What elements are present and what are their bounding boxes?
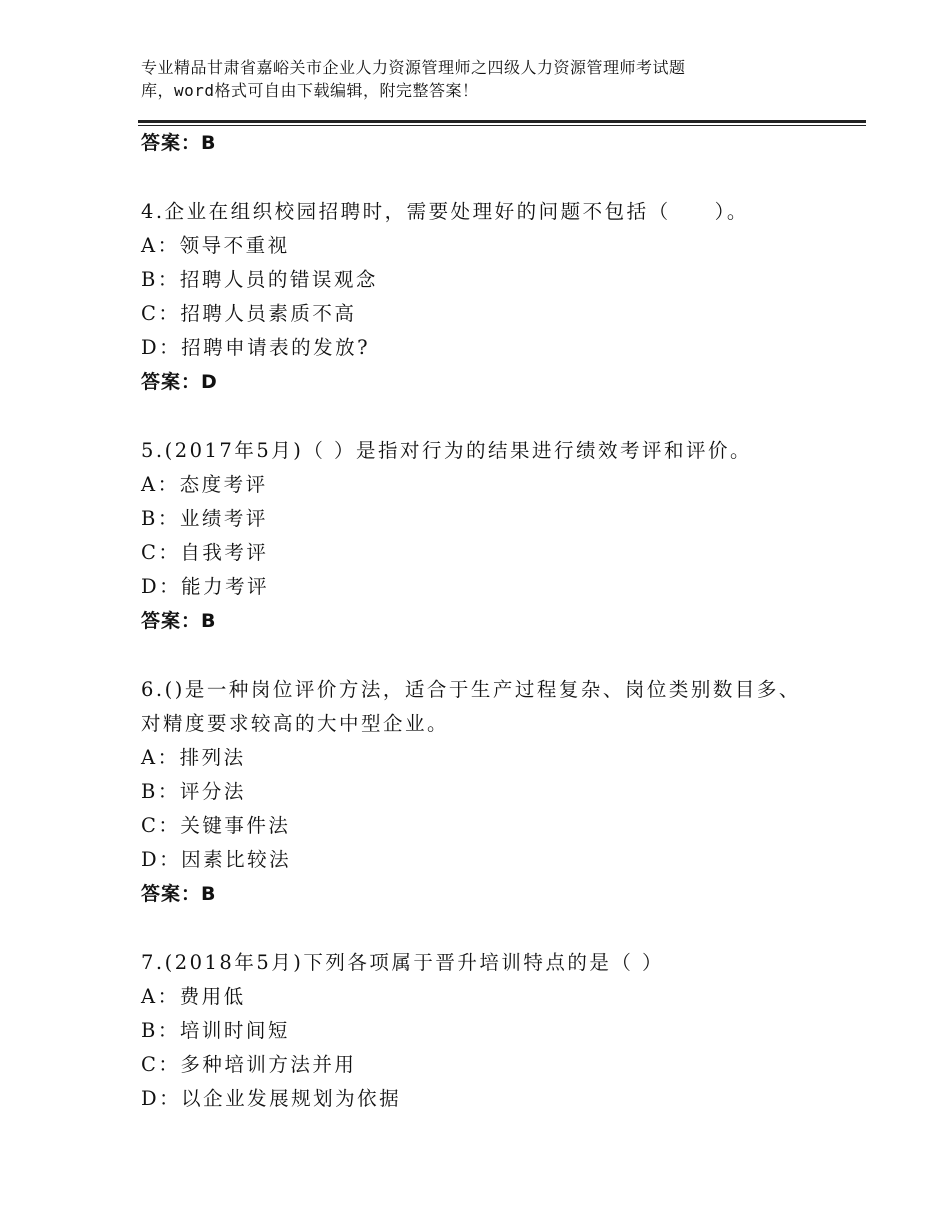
header-rule-thick xyxy=(138,120,866,123)
header-line-2: 库，word格式可自由下载编辑，附完整答案！ xyxy=(141,81,479,100)
option-d: D：以企业发展规划为依据 xyxy=(141,1087,402,1110)
question-stem: 4.企业在组织校园招聘时，需要处理好的问题不包括（ ）。 xyxy=(141,200,749,223)
option-d: D：招聘申请表的发放? xyxy=(141,336,371,359)
header-line-1: 专业精品甘肃省嘉峪关市企业人力资源管理师之四级人力资源管理师考试题 xyxy=(141,58,686,77)
question-stem-continued: 对精度要求较高的大中型企业。 xyxy=(141,712,450,735)
option-a: A：排列法 xyxy=(141,746,246,769)
answer: 答案：B xyxy=(141,883,217,905)
option-c: C：自我考评 xyxy=(141,541,269,564)
answer: 答案：D xyxy=(141,371,218,393)
option-a: A：领导不重视 xyxy=(141,234,290,257)
question-stem: 5.(2017年5月)（ ）是指对行为的结果进行绩效考评和评价。 xyxy=(141,439,753,462)
option-b: B：招聘人员的错误观念 xyxy=(141,268,378,291)
option-a: A：态度考评 xyxy=(141,473,268,496)
option-b: B：培训时间短 xyxy=(141,1019,290,1042)
document-header xyxy=(141,56,841,102)
header-rule-thin xyxy=(138,125,866,126)
option-b: B：业绩考评 xyxy=(141,507,268,530)
option-b: B：评分法 xyxy=(141,780,246,803)
option-c: C：招聘人员素质不高 xyxy=(141,302,357,325)
option-d: D：因素比较法 xyxy=(141,848,292,871)
answer-q3: 答案：B xyxy=(141,132,217,154)
option-d: D：能力考评 xyxy=(141,575,270,598)
answer: 答案：B xyxy=(141,610,217,632)
question-stem: 7.(2018年5月)下列各项属于晋升培训特点的是（ ） xyxy=(141,951,665,974)
question-stem: 6.()是一种岗位评价方法，适合于生产过程复杂、岗位类别数目多、 xyxy=(141,678,801,701)
option-c: C：多种培训方法并用 xyxy=(141,1053,357,1076)
option-c: C：关键事件法 xyxy=(141,814,291,837)
option-a: A：费用低 xyxy=(141,985,246,1008)
